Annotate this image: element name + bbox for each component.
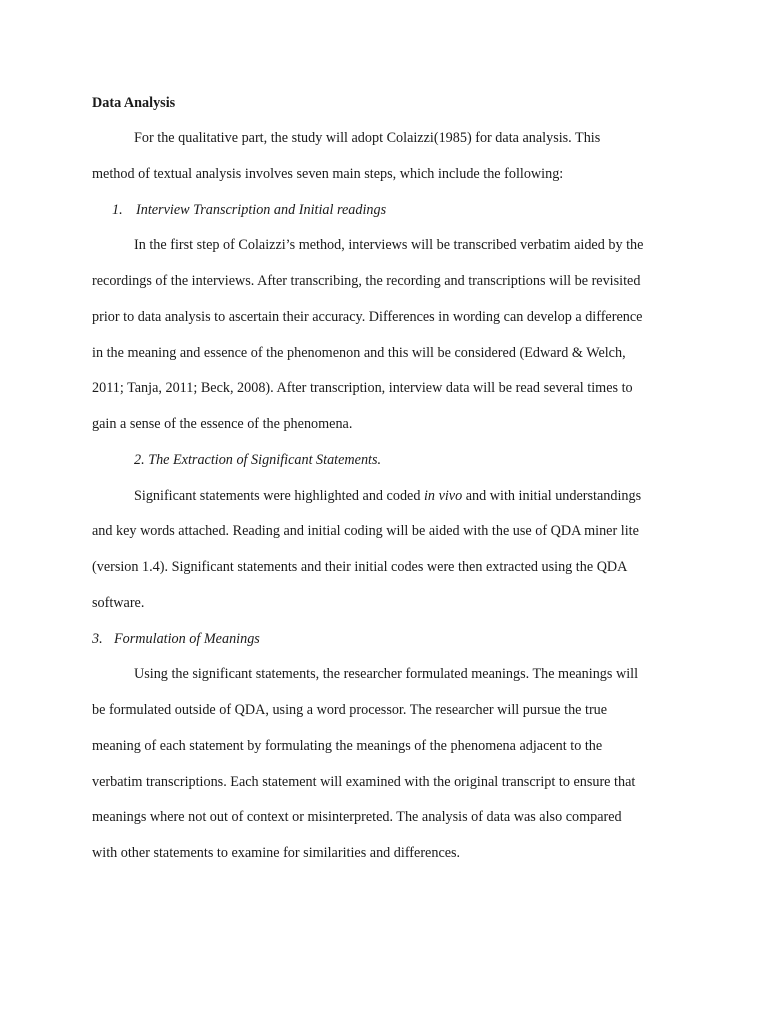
list-item-title: 2. The Extraction of Significant Statements. <box>134 451 382 468</box>
paragraph-line: recordings of the interviews. After transcribing, the recording and transcriptions will be revisited <box>92 273 641 289</box>
paragraph-line: (version 1.4). Significant statements and their initial codes were then extracted using the QDA <box>92 559 628 575</box>
section-heading: Data Analysis <box>92 95 176 111</box>
list-item-title: Interview Transcription and Initial readings <box>136 201 387 218</box>
paragraph-line <box>92 485 682 521</box>
paragraph-line: be formulated outside of QDA, using a word processor. The researcher will pursue the true <box>92 702 608 718</box>
list-item-number: 3. <box>92 630 103 647</box>
list-item-number: 1. <box>112 201 123 218</box>
paragraph-line: software. <box>92 594 145 611</box>
document-body <box>92 127 682 878</box>
list-item-title: Formulation of Meanings <box>114 630 260 647</box>
list-item-heading <box>92 449 682 485</box>
italic-term: in vivo <box>423 487 463 504</box>
text-run: Significant statements were highlighted and coded <box>134 487 424 504</box>
paragraph-line: gain a sense of the essence of the phenomena. <box>92 416 353 432</box>
text-run: and with initial understandings <box>462 487 642 504</box>
paragraph-line: meanings where not out of context or misinterpreted. The analysis of data was also compared <box>92 809 622 826</box>
list-item-heading <box>92 199 682 235</box>
paragraph-line: and key words attached. Reading and initial coding will be aided with the use of QDA miner lite <box>92 523 639 540</box>
paragraph-line: 2011; Tanja, 2011; Beck, 2008). After transcription, interview data will be read several times to <box>92 380 633 397</box>
paragraph-line: meaning of each statement by formulating the meanings of the phenomena adjacent to the <box>92 737 603 754</box>
paragraph-line: Using the significant statements, the researcher formulated meanings. The meanings will <box>134 666 639 683</box>
paragraph-line: prior to data analysis to ascertain their accuracy. Differences in wording can develop a difference <box>92 308 643 325</box>
paragraph-line: In the first step of Colaizzi’s method, interviews will be transcribed verbatim aided by the <box>134 237 644 254</box>
paragraph-line: method of textual analysis involves seven main steps, which include the following: <box>92 165 564 182</box>
paragraph-line: with other statements to examine for similarities and differences. <box>92 845 461 861</box>
paragraph-line: verbatim transcriptions. Each statement will examined with the original transcript to ensure that <box>92 773 636 790</box>
paragraph-line: in the meaning and essence of the phenomenon and this will be considered (Edward & Welch, <box>92 344 626 361</box>
paragraph-line: For the qualitative part, the study will adopt Colaizzi(1985) for data analysis. This <box>134 130 601 146</box>
list-item-heading <box>92 628 682 664</box>
